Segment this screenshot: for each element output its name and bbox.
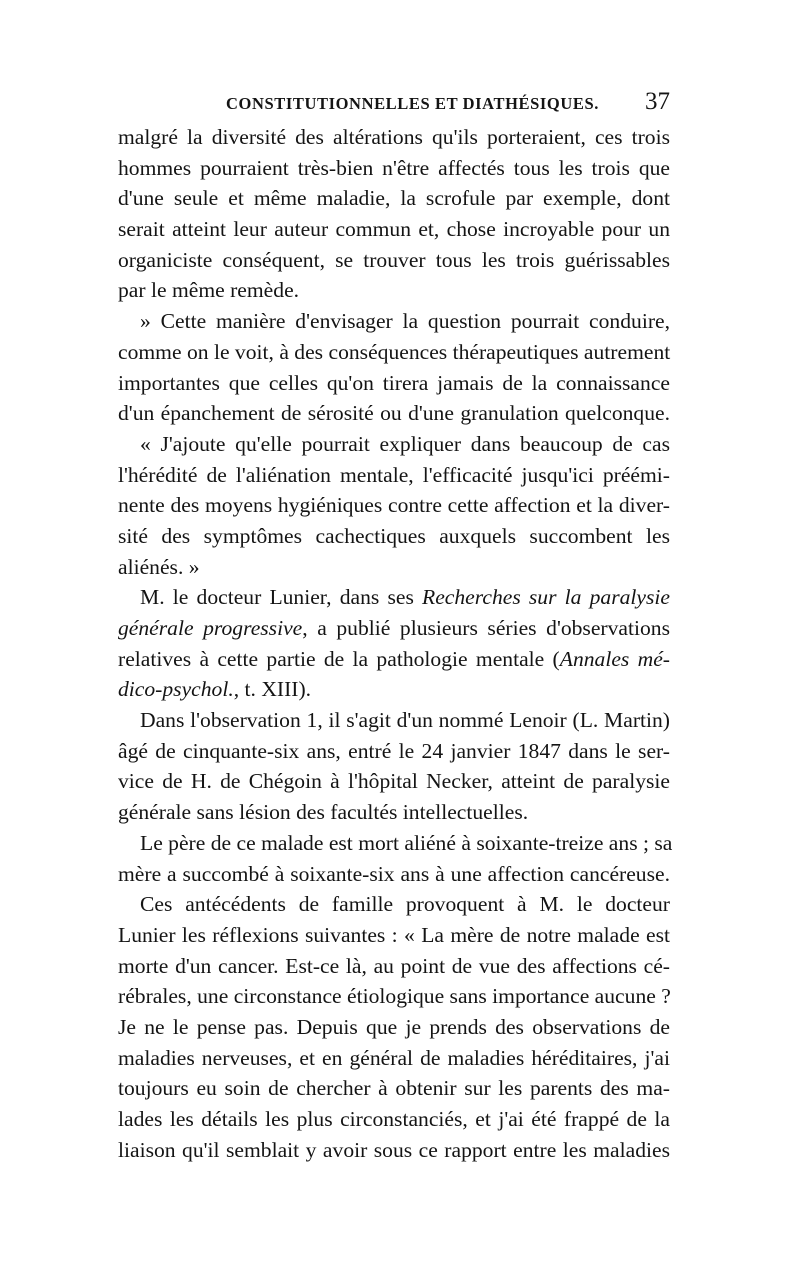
text-line: M. le docteur Lunier, dans ses Recherches sur la paralysie [140,585,670,610]
text-line: âgé de cinquante-six ans, entré le 24 janvier 1847 dans le ser- [118,738,670,763]
text-line: par le même remède. [118,278,300,303]
text-line: aliénés. » [118,554,200,579]
text-line: rébrales, une circonstance étiologique sans importance aucune ? [118,984,671,1009]
text-line: organiciste conséquent, se trouver tous les trois guérissables [118,247,670,272]
text-line: comme on le voit, à des conséquences thérapeutiques autrement [118,339,671,364]
text-line: vice de H. de Chégoin à l'hôpital Necker, atteint de paralysie [118,769,670,794]
text-line: mère a succombé à soixante-six ans à une affection cancéreuse. [118,861,670,886]
text-line: « J'ajoute qu'elle pourrait expliquer dans beaucoup de cas [140,431,670,456]
text-line: maladies nerveuses, et en général de maladies héréditaires, j'ai [118,1045,670,1070]
text-line: serait atteint leur auteur commun et, chose incroyable pour un [118,217,670,242]
italic-title: dico-psychol. [118,677,234,702]
text-line: d'une seule et même maladie, la scrofule par exemple, dont [118,186,670,211]
text-line: Je ne le pense pas. Depuis que je prends des observations de [118,1014,670,1039]
text-line: dico-psychol., t. XIII). [118,677,312,702]
text-line: hommes pourraient très-bien n'être affectés tous les trois que [118,155,670,180]
text-line: liaison qu'il semblait y avoir sous ce rapport entre les maladies [118,1137,670,1162]
text-line: morte d'un cancer. Est-ce là, au point de vue des affections cé- [118,953,670,978]
italic-title: Recherches sur la paralysie [422,585,670,610]
running-head: CONSTITUTIONNELLES ET DIATHÉSIQUES. [226,94,599,113]
text-line: toujours eu soin de chercher à obtenir sur les parents des ma- [118,1076,670,1101]
italic-title: Annales mé- [559,646,670,671]
page-number: 37 [645,88,670,115]
text-line: Lunier les réflexions suivantes : « La mère de notre malade est [118,922,670,947]
text-line: malgré la diversité des altérations qu'ils porteraient, ces trois [118,125,670,149]
page-header [118,88,670,122]
text-line: l'hérédité de l'aliénation mentale, l'efficacité jusqu'ici préémi- [118,462,670,487]
text-line: relatives à cette partie de la pathologie mentale (Annales mé- [118,646,670,671]
text-line: Ces antécédents de famille provoquent à M. le docteur [140,892,670,917]
body-text [118,122,673,1165]
text-line: Le père de ce malade est mort aliéné à soixante-treize ans ; sa [140,830,673,855]
text-line: générale progressive, a publié plusieurs séries d'observations [118,616,670,640]
text-line: » Cette manière d'envisager la question pourrait conduire, [140,309,670,334]
text-line: nente des moyens hygiéniques contre cette affection et la diver- [118,493,670,518]
text-line: sité des symptômes cachectiques auxquels succombent les [118,523,670,548]
text-line: générale sans lésion des facultés intellectuelles. [118,800,529,825]
text-line: d'un épanchement de sérosité ou d'une granulation quelconque. [118,401,670,426]
italic-title: générale progressive [118,616,303,640]
text-line: lades les détails les plus circonstanciés, et j'ai été frappé de la [118,1107,670,1131]
text-line: importantes que celles qu'on tirera jamais de la connaissance [118,370,670,395]
text-line: Dans l'observation 1, il s'agit d'un nommé Lenoir (L. Martin) [140,708,670,733]
